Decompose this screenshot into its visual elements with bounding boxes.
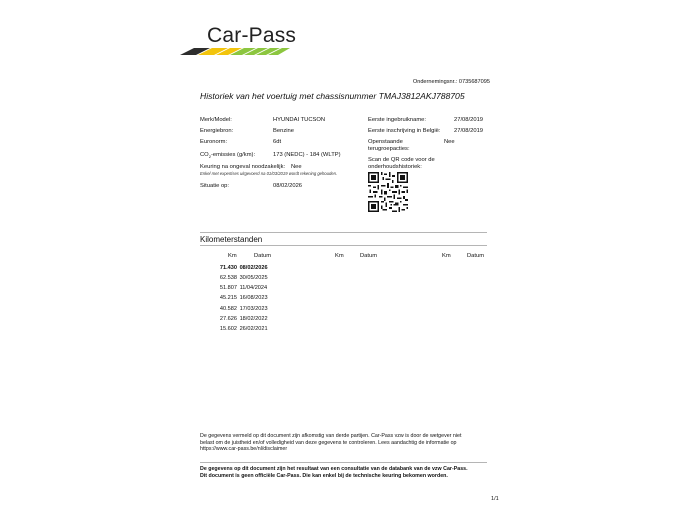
euronorm-label: Euronorm: [200, 139, 228, 145]
km-col-header-2: Km [335, 253, 344, 259]
km-value: 40.582 [219, 306, 237, 312]
notice-line-1: De gegevens op dit document zijn het resultaat van een consultatie van de databank van de vzw Car-Pass. [200, 466, 468, 472]
first-use-label: Eerste ingebruikname: [368, 117, 426, 123]
make-value: HYUNDAI TUCSON [273, 117, 326, 123]
page-number: 1/1 [491, 496, 499, 502]
co2-label-pre: CO [200, 152, 209, 158]
inspection-value: Nee [291, 164, 302, 170]
km-value: 15.602 [219, 326, 237, 332]
inspection-note: Enkel met expertises uitgevoerd na 01/03/2019 wordt rekening gehouden. [200, 171, 338, 176]
km-date: 11/04/2024 [239, 285, 268, 291]
km-value: 51.807 [219, 285, 237, 291]
qr-code-icon[interactable] [368, 172, 408, 212]
disclaimer-line-1: De gegevens vermeld op dit document zijn afkomstig van derde partijen. Car-Pass vzw is door de wetgever niet [200, 433, 462, 439]
km-col-header-1: Km [228, 253, 237, 259]
recalls-label-line1: Openstaande [368, 139, 403, 145]
km-col-header-3: Km [442, 253, 451, 259]
official-notice [200, 466, 490, 479]
km-value: 71.430 [219, 265, 237, 271]
table-row [200, 285, 280, 291]
footer-divider [200, 462, 487, 463]
km-section-heading: Kilometerstanden [200, 235, 263, 244]
recalls-label-line2: terugroepacties: [368, 146, 410, 152]
date-col-header-3: Datum [467, 253, 485, 259]
qr-label-line2: onderhoudshistoriek: [368, 164, 422, 170]
first-registration-value: 27/08/2019 [454, 128, 484, 134]
company-number: Ondernemingsnr.: 0735687095 [412, 79, 490, 85]
co2-value: 173 (NEDC) - 184 (WLTP) [273, 152, 341, 158]
km-date: 16/08/2023 [239, 295, 268, 301]
km-value: 45.215 [219, 295, 237, 301]
km-date: 17/03/2023 [239, 306, 268, 312]
disclaimer-line-2: belast om de juistheid en/of volledigheid van deze gegevens te controleren. Lees aandachtig de informatie op [200, 439, 457, 446]
first-registration-label: Eerste inschrijving in België: [368, 128, 441, 134]
notice-line-2: Dit document is geen officiële Car-Pass. Die kan enkel bij de technische keuring bekomen worden. [200, 472, 448, 479]
situation-label: Situatie op: [200, 183, 230, 189]
table-row [200, 295, 280, 301]
km-date: 18/02/2022 [239, 316, 268, 322]
qr-label-line1: Scan de QR code voor de [368, 157, 435, 163]
disclaimer-link[interactable]: https://www.car-pass.be/nl/disclaimer [200, 446, 288, 453]
co2-label-sub: 2 [208, 154, 211, 160]
fuel-value: Benzine [273, 128, 294, 134]
km-heading-underline [200, 245, 487, 246]
brand-logo-text: Car-Pass [207, 24, 297, 47]
km-date: 08/02/2026 [239, 265, 268, 271]
first-use-value: 27/08/2019 [454, 117, 484, 123]
table-row [200, 306, 280, 312]
table-row [200, 275, 280, 281]
co2-label-post: -emissies (g/km): [210, 152, 256, 158]
table-row [200, 326, 280, 332]
date-col-header-2: Datum [360, 253, 378, 259]
euronorm-value: 6dt [273, 139, 282, 145]
car-pass-logo-stripes [180, 45, 290, 55]
km-value: 62.538 [219, 275, 237, 281]
fuel-label: Energiebron: [200, 128, 234, 134]
km-date: 30/05/2025 [239, 275, 268, 281]
co2-label [200, 152, 255, 159]
situation-value: 08/02/2026 [273, 183, 303, 189]
km-value: 27.626 [219, 316, 237, 322]
table-row [200, 265, 280, 271]
table-row [200, 316, 280, 322]
date-col-header-1: Datum [254, 253, 272, 259]
inspection-label: Keuring na ongeval noodzakelijk: [200, 164, 286, 170]
document-title: Historiek van het voertuig met chassisnummer TMAJ3812AKJ788705 [200, 91, 465, 101]
disclaimer-text [200, 433, 490, 453]
km-date: 26/02/2021 [239, 326, 268, 332]
recalls-value: Nee [444, 139, 455, 145]
section-divider [200, 232, 487, 233]
make-label: Merk/Model: [200, 117, 232, 123]
